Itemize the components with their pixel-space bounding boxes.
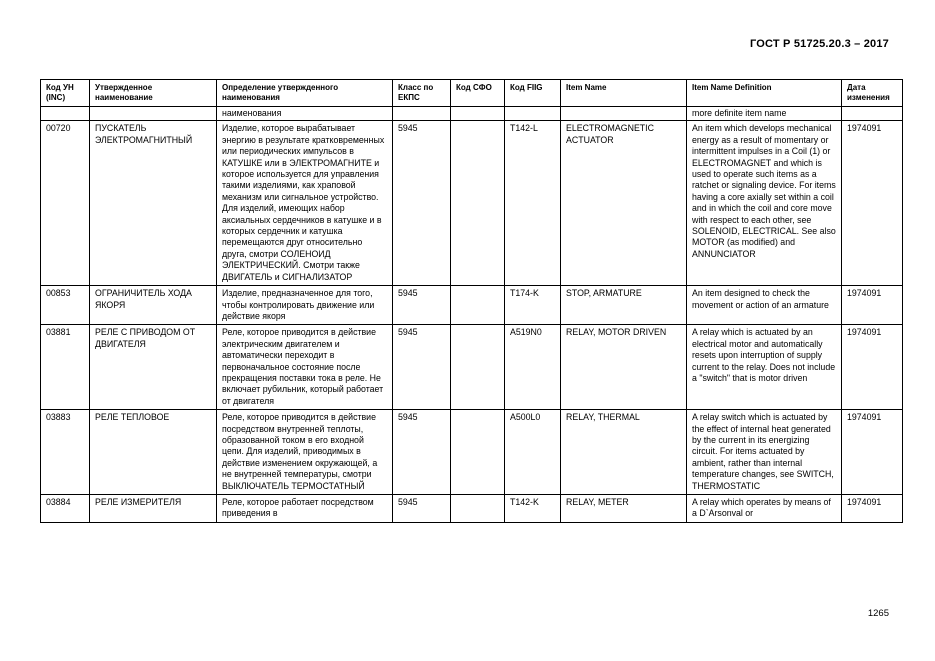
cell-definition-ru: Изделие, которое вырабатывает энергию в результате кратковременных или периодических импульсов в КАТУШКЕ или в ЭЛЕКТРОМАГНИТЕ и которое используется для управления такими изделиями, как храповой механизм или сигнальное устройство. Для изделий, имеющих набор аксиальных сердечников в катушке и в которых сердечник и катушка перемещаются друг относительно друга, смотри СОЛЕНОИД ЭЛЕКТРИЧЕСКИЙ. Смотри также ДВИГАТЕЛЬ и СИГНАЛИЗАТОР bbox=[217, 121, 393, 286]
cell-definition-en: An item designed to check the movement or action of an armature bbox=[687, 286, 842, 325]
table-row bbox=[41, 286, 903, 325]
cell-fiig: A519N0 bbox=[505, 325, 561, 410]
cell-definition-ru: наименования bbox=[217, 107, 393, 121]
cell-item-name: STOP, ARMATURE bbox=[561, 286, 687, 325]
header-row bbox=[41, 80, 903, 107]
continuation-row bbox=[41, 107, 903, 121]
cell-sfo bbox=[451, 410, 505, 495]
cell-date: 1974091 bbox=[842, 325, 903, 410]
cell-inc bbox=[41, 107, 90, 121]
cell-item-name: ELECTROMAGNETIC ACTUATOR bbox=[561, 121, 687, 286]
cell-fiig: T142-L bbox=[505, 121, 561, 286]
col-header-definition-ru: Определение утвержденного наименования bbox=[217, 80, 393, 107]
col-header-date: Дата изменения bbox=[842, 80, 903, 107]
table-row bbox=[41, 410, 903, 495]
col-header-item-name: Item Name bbox=[561, 80, 687, 107]
col-header-inc: Код УН (INC) bbox=[41, 80, 90, 107]
cell-class: 5945 bbox=[393, 410, 451, 495]
cell-definition-en: An item which develops mechanical energy as a result of momentary or intermittent impulses in a Coil (1) or ELECTROMAGNET and which is used to operate such items as a ratchet or signaling device. For items having a core axially set within a coil and in which the coil and core move with respect to each other, see SOLENOID, ELECTRICAL. See also MOTOR (as modified) and ANNUNCIATOR bbox=[687, 121, 842, 286]
table-row bbox=[41, 325, 903, 410]
cell-name-ru: РЕЛЕ ИЗМЕРИТЕЛЯ bbox=[90, 495, 217, 523]
table-header bbox=[41, 80, 903, 107]
cell-fiig: T142-K bbox=[505, 495, 561, 523]
cell-class bbox=[393, 107, 451, 121]
col-header-sfo: Код СФО bbox=[451, 80, 505, 107]
cell-definition-en: A relay which operates by means of a D`Arsonval or bbox=[687, 495, 842, 523]
table-row bbox=[41, 121, 903, 286]
col-header-fiig: Код FIIG bbox=[505, 80, 561, 107]
cell-date: 1974091 bbox=[842, 121, 903, 286]
cell-item-name: RELAY, METER bbox=[561, 495, 687, 523]
cell-definition-en: more definite item name bbox=[687, 107, 842, 121]
cell-fiig bbox=[505, 107, 561, 121]
cell-inc: 03881 bbox=[41, 325, 90, 410]
cell-fiig: A500L0 bbox=[505, 410, 561, 495]
cell-inc: 00853 bbox=[41, 286, 90, 325]
table-row bbox=[41, 495, 903, 523]
cell-sfo bbox=[451, 495, 505, 523]
cell-definition-en: A relay switch which is actuated by the effect of internal heat generated by the current in its energizing circuit. For items actuated by ambient, rather than internal temperature changes, see SWITCH, THERMOSTATIC bbox=[687, 410, 842, 495]
cell-class: 5945 bbox=[393, 495, 451, 523]
cell-date bbox=[842, 107, 903, 121]
cell-name-ru bbox=[90, 107, 217, 121]
document-header-title: ГОСТ Р 51725.20.3 – 2017 bbox=[749, 38, 889, 50]
cell-class: 5945 bbox=[393, 121, 451, 286]
cell-definition-ru: Реле, которое приводится в действие электрическим двигателем и автоматически переходит в первоначальное состояние после прекращения поставки тока в реле. Не включает рубильник, который работает от двигателя bbox=[217, 325, 393, 410]
cell-definition-ru: Реле, которое работает посредством приведения в bbox=[217, 495, 393, 523]
cell-definition-ru: Изделие, предназначенное для того, чтобы контролировать движение или действие якоря bbox=[217, 286, 393, 325]
col-header-name-ru: Утвержденное наименование bbox=[90, 80, 217, 107]
cell-sfo bbox=[451, 325, 505, 410]
cell-item-name: RELAY, THERMAL bbox=[561, 410, 687, 495]
cell-inc: 00720 bbox=[41, 121, 90, 286]
cell-sfo bbox=[451, 286, 505, 325]
col-header-definition-en: Item Name Definition bbox=[687, 80, 842, 107]
cell-item-name: RELAY, MOTOR DRIVEN bbox=[561, 325, 687, 410]
cell-date: 1974091 bbox=[842, 410, 903, 495]
cell-name-ru: РЕЛЕ ТЕПЛОВОЕ bbox=[90, 410, 217, 495]
cell-date: 1974091 bbox=[842, 495, 903, 523]
cell-sfo bbox=[451, 107, 505, 121]
page-number: 1265 bbox=[867, 608, 889, 619]
col-header-class: Класс по ЕКПС bbox=[393, 80, 451, 107]
cell-inc: 03884 bbox=[41, 495, 90, 523]
gost-items-table bbox=[40, 79, 903, 523]
cell-date: 1974091 bbox=[842, 286, 903, 325]
cell-class: 5945 bbox=[393, 325, 451, 410]
cell-fiig: T174-K bbox=[505, 286, 561, 325]
table-body bbox=[41, 107, 903, 523]
cell-inc: 03883 bbox=[41, 410, 90, 495]
cell-definition-en: A relay which is actuated by an electrical motor and automatically resets upon interruption of supply current to the relay. Does not include a "switch" that is motor driven bbox=[687, 325, 842, 410]
cell-name-ru: РЕЛЕ С ПРИВОДОМ ОТ ДВИГАТЕЛЯ bbox=[90, 325, 217, 410]
cell-definition-ru: Реле, которое приводится в действие посредством внутренней теплоты, образованной током в его входной цепи. Для изделий, приводимых в действие изменением окружающей, а не внутренней температуры, смотри ВЫКЛЮЧАТЕЛЬ ТЕРМОСТАТНЫЙ bbox=[217, 410, 393, 495]
cell-sfo bbox=[451, 121, 505, 286]
cell-name-ru: ОГРАНИЧИТЕЛЬ ХОДА ЯКОРЯ bbox=[90, 286, 217, 325]
cell-item-name bbox=[561, 107, 687, 121]
cell-class: 5945 bbox=[393, 286, 451, 325]
cell-name-ru: ПУСКАТЕЛЬ ЭЛЕКТРОМАГНИТНЫЙ bbox=[90, 121, 217, 286]
